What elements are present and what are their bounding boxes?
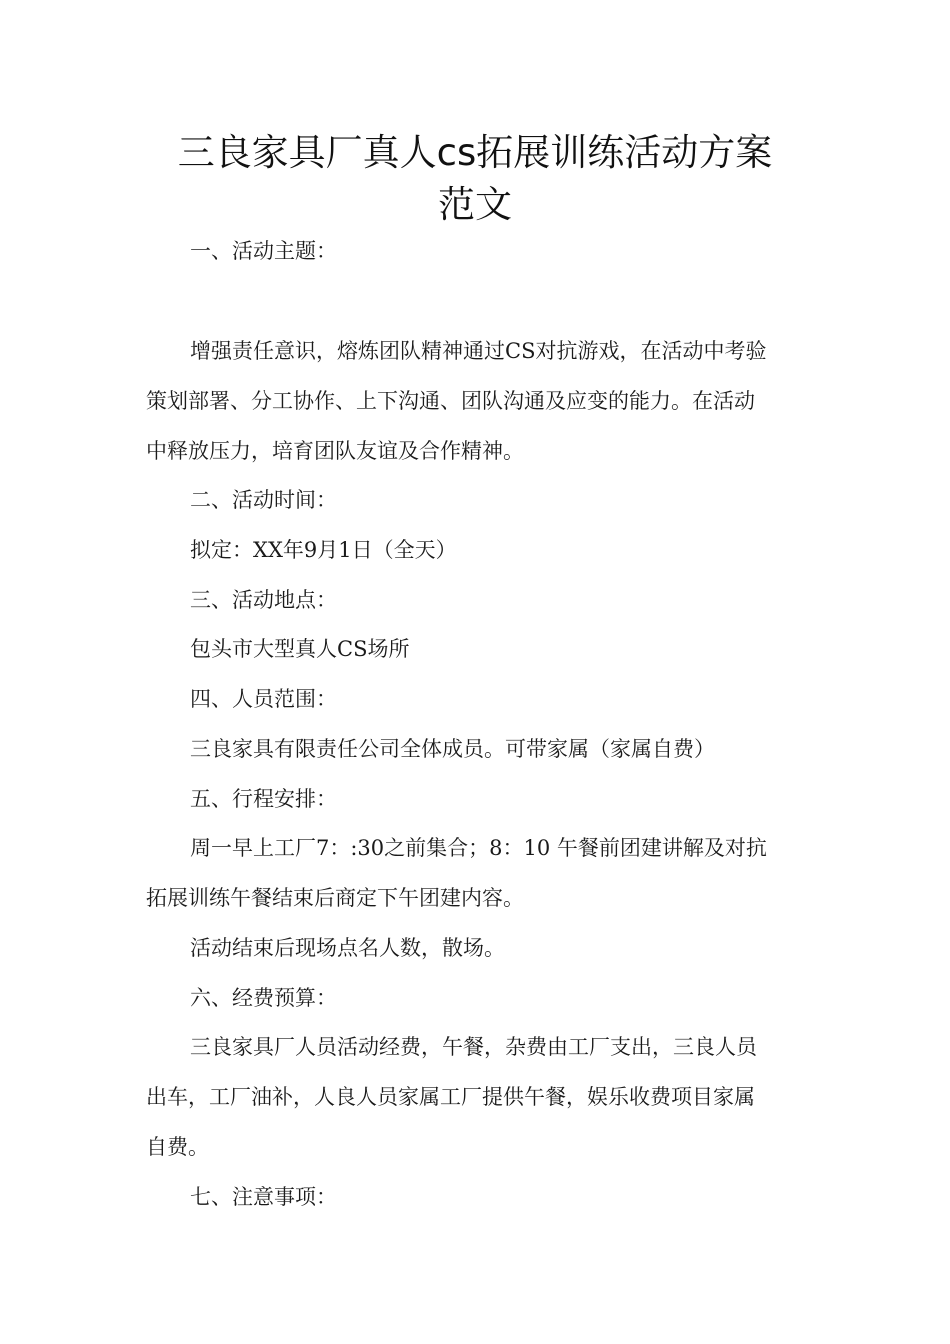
document-title-line-1: 三良家具厂真人cs拓展训练活动方案: [177, 131, 773, 174]
section-5-paragraph-2: 活动结束后现场点名人数，散场。: [190, 936, 505, 960]
section-6-heading: 六、经费预算：: [190, 986, 337, 1010]
section-3-heading: 三、活动地点：: [190, 588, 337, 612]
section-3-text: 包头市大型真人CS场所: [190, 637, 410, 661]
section-5-paragraph-1-line-2: 拓展训练午餐结束后商定下午团建内容。: [146, 886, 524, 910]
section-1-heading: 一、活动主题：: [190, 239, 337, 263]
section-1-paragraph-line-1: 增强责任意识，熔炼团队精神通过CS对抗游戏，在活动中考验: [190, 339, 767, 363]
section-2-text: 拟定：XX年9月1日（全天）: [190, 538, 457, 562]
section-4-text: 三良家具有限责任公司全体成员。可带家属（家属自费）: [190, 737, 715, 761]
section-5-heading: 五、行程安排：: [190, 787, 337, 811]
section-7-heading: 七、注意事项：: [190, 1185, 337, 1209]
section-2-heading: 二、活动时间：: [190, 488, 337, 512]
section-6-paragraph-line-1: 三良家具厂人员活动经费，午餐，杂费由工厂支出，三良人员: [190, 1035, 757, 1059]
section-1-paragraph-line-2: 策划部署、分工协作、上下沟通、团队沟通及应变的能力。在活动: [146, 389, 755, 413]
section-4-heading: 四、人员范围：: [190, 687, 337, 711]
section-1-paragraph-line-3: 中释放压力，培育团队友谊及合作精神。: [146, 439, 524, 463]
section-6-paragraph-line-3: 自费。: [146, 1135, 209, 1159]
section-6-paragraph-line-2: 出车，工厂油补，人良人员家属工厂提供午餐，娱乐收费项目家属: [146, 1085, 755, 1109]
document-title-line-2: 范文: [438, 183, 512, 226]
section-5-paragraph-1-line-1: 周一早上工厂7：:30之前集合；8：10 午餐前团建讲解及对抗: [190, 836, 767, 860]
